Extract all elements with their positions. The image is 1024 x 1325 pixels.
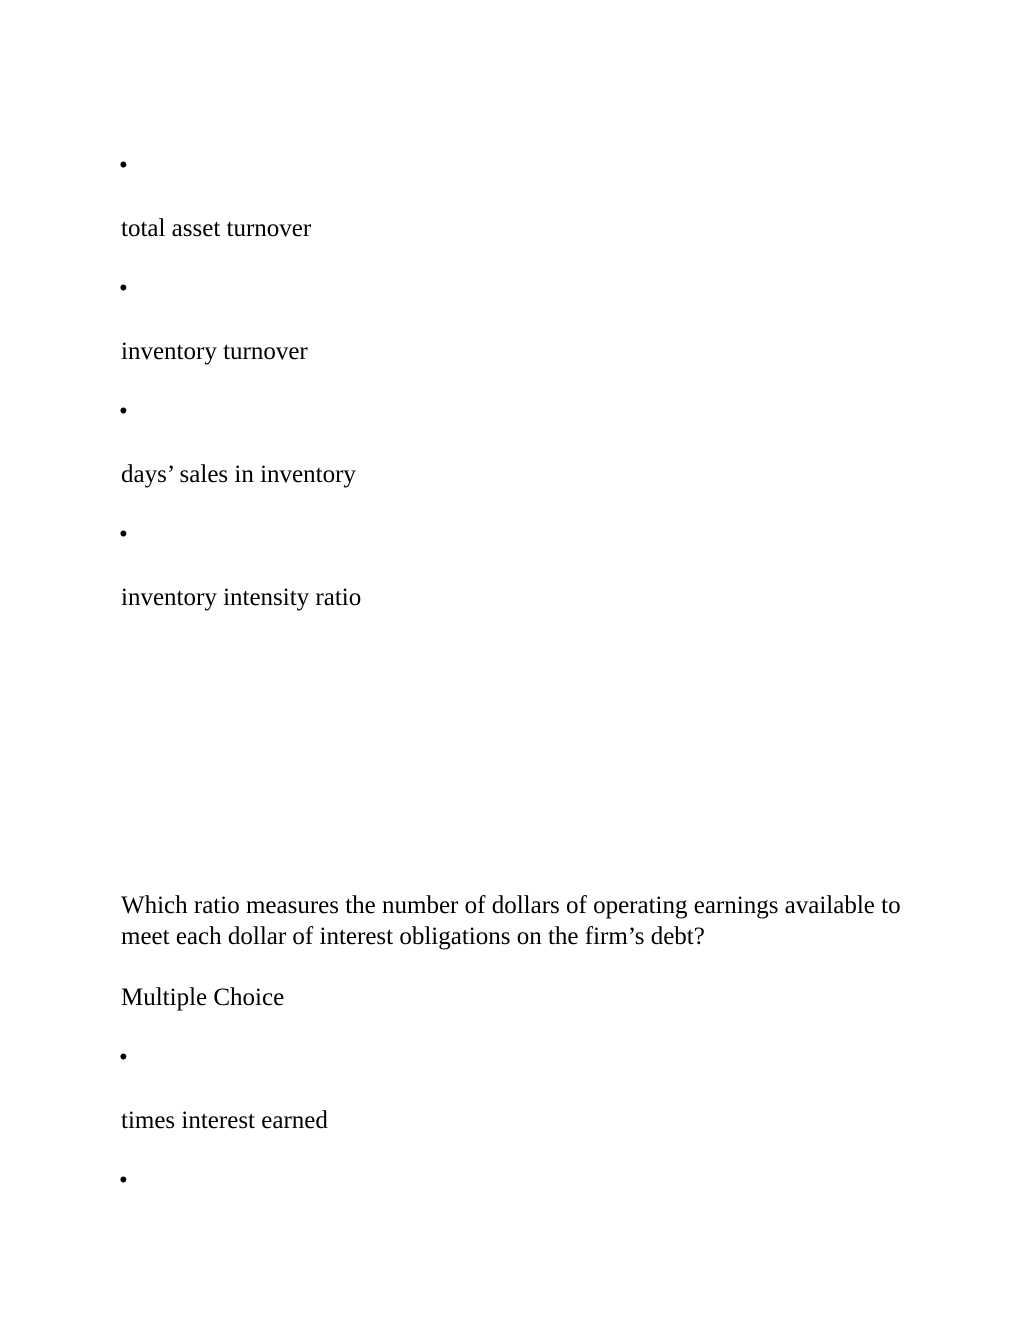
question-text: Which ratio measures the number of dollars of operating earnings available to meet each dollar of interest obligations on the firm’s debt? — [121, 892, 901, 950]
option-inventory-turnover[interactable]: inventory turnover — [121, 338, 308, 365]
option-bullet: • — [119, 152, 128, 179]
option-days-sales-in-inventory[interactable]: days’ sales in inventory — [121, 461, 356, 488]
option-total-asset-turnover[interactable]: total asset turnover — [121, 215, 312, 242]
option-bullet: • — [119, 1167, 128, 1194]
option-bullet: • — [119, 398, 128, 425]
option-inventory-intensity-ratio[interactable]: inventory intensity ratio — [121, 584, 362, 611]
option-bullet: • — [119, 275, 128, 302]
question-type-label: Multiple Choice — [121, 984, 285, 1011]
option-bullet: • — [119, 1044, 128, 1071]
option-times-interest-earned[interactable]: times interest earned — [121, 1107, 328, 1134]
option-bullet: • — [119, 521, 128, 548]
